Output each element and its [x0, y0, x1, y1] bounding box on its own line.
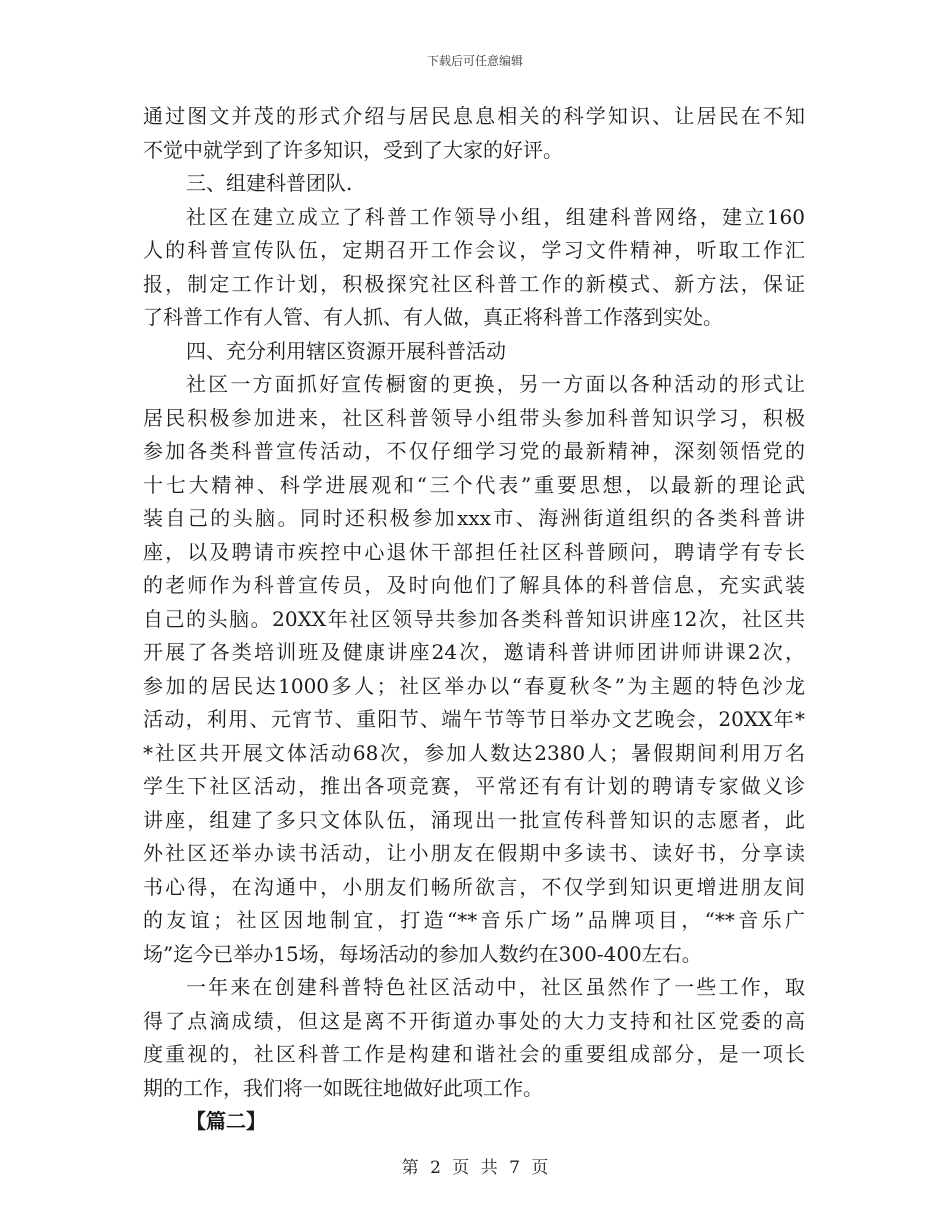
- text-line: 居民积极参加进来，社区科普领导小组带头参加科普知识学习，积极: [143, 405, 805, 430]
- text-line: 参加的居民达1000多人；社区举办以“春夏秋冬”为主题的特色沙龙: [143, 673, 805, 698]
- text-line: 通过图文并茂的形式介绍与居民息息相关的科学知识、让居民在不知: [143, 104, 805, 128]
- text-line: 度重视的，社区科普工作是构建和谐社会的重要组成部分，是一项长: [143, 1042, 805, 1066]
- text-line: 三、组建科普团队.: [186, 171, 353, 195]
- text-line: 社区一方面抓好宣传橱窗的更换，另一方面以各种活动的形式让: [186, 372, 805, 396]
- text-line: 期的工作，我们将一如既往地做好此项工作。: [143, 1075, 543, 1100]
- text-line: 书心得，在沟通中，小朋友们畅所欲言，不仅学到知识更增进朋友间: [143, 874, 805, 899]
- text-line: 十七大精神、科学进展观和“三个代表”重要思想，以最新的理论武: [143, 472, 805, 497]
- text-line: 不觉中就学到了许多知识，受到了大家的好评。: [143, 137, 563, 162]
- text-line: 自己的头脑。20XX年社区领导共参加各类科普知识讲座12次，社区共: [143, 606, 805, 631]
- text-line: 活动，利用、元宵节、重阳节、端午节等节日举办文艺晚会，20XX年*: [143, 707, 805, 731]
- text-line: 装自己的头脑。同时还积极参加xxx市、海洲街道组织的各类科普讲: [143, 506, 805, 530]
- text-line: 参加各类科普宣传活动，不仅仔细学习党的最新精神，深刻领悟党的: [143, 439, 805, 463]
- text-line: *社区共开展文体活动68次，参加人数达2380人；暑假期间利用万名: [143, 740, 805, 765]
- text-line: 四、充分利用辖区资源开展科普活动: [186, 338, 506, 363]
- text-line: 学生下社区活动，推出各项竞赛，平常还有有计划的聘请专家做义诊: [143, 774, 805, 798]
- text-line: 了科普工作有人管、有人抓、有人做，真正将科普工作落到实处。: [143, 305, 723, 329]
- page-footer: 第 2 页 共 7 页: [401, 1158, 549, 1178]
- text-line: 场”迄今已举办15场，每场活动的参加人数约在300-400左右。: [143, 941, 702, 966]
- text-line: 一年来在创建科普特色社区活动中，社区虽然作了一些工作，取: [186, 975, 805, 999]
- text-line: 座，以及聘请市疾控中心退休干部担任社区科普顾问，聘请学有专长: [143, 539, 805, 564]
- text-line: 讲座，组建了多只文体队伍，涌现出一批宣传科普知识的志愿者，此: [143, 807, 805, 832]
- section-heading: 【篇二】: [186, 1109, 266, 1133]
- text-line: 社区在建立成立了科普工作领导小组，组建科普网络，建立160: [186, 204, 805, 229]
- document-body: [143, 100, 805, 1139]
- text-line: 的老师作为科普宣传员，及时向他们了解具体的科普信息，充实武装: [143, 573, 805, 597]
- text-line: 的友谊；社区因地制宜，打造“**音乐广场”品牌项目，“**音乐广: [143, 908, 805, 932]
- text-line: 人的科普宣传队伍，定期召开工作会议，学习文件精神，听取工作汇: [143, 238, 805, 262]
- text-line: 报，制定工作计划，积极探究社区科普工作的新模式、新方法，保证: [143, 271, 805, 296]
- text-line: 外社区还举办读书活动，让小朋友在假期中多读书、读好书，分享读: [143, 841, 805, 865]
- text-line: 开展了各类培训班及健康讲座24次，邀请科普讲师团讲师讲课2次，: [143, 640, 805, 664]
- text-line: 得了点滴成绩，但这是离不开街道办事处的大力支持和社区党委的高: [143, 1008, 805, 1033]
- page-header: 下载后可任意编辑: [426, 54, 523, 68]
